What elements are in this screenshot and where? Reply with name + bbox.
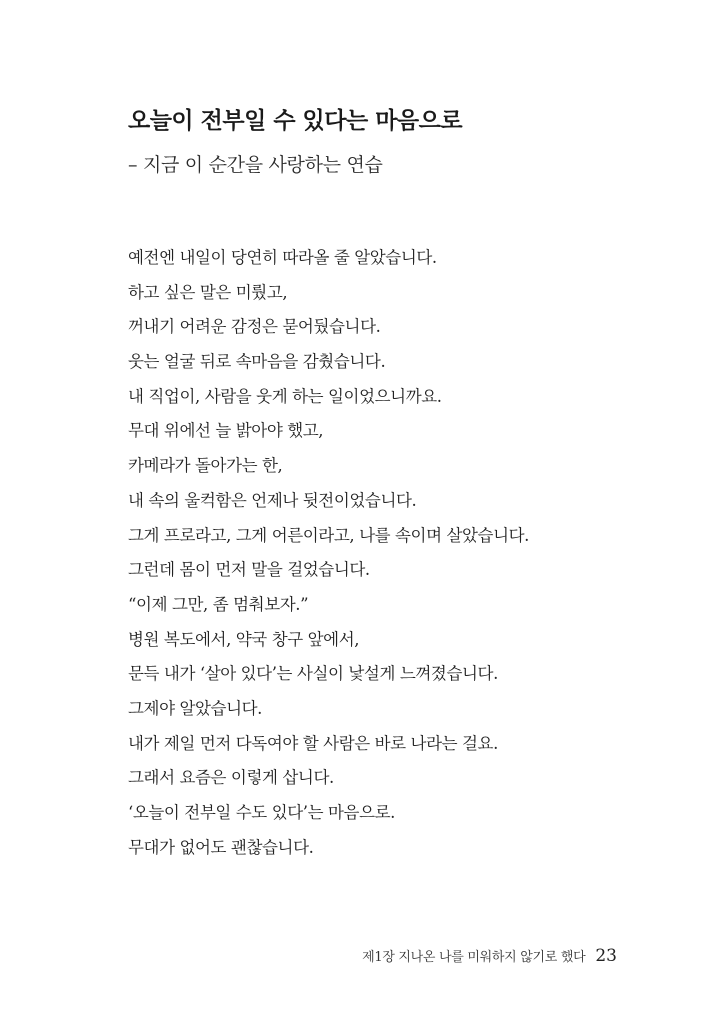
body-line: “이제 그만, 좀 멈춰보자.” bbox=[128, 594, 309, 614]
body-line: 내 직업이, 사람을 웃게 하는 일이었으니까요. bbox=[128, 386, 442, 406]
body-line: 무대 위에선 늘 밝아야 했고, bbox=[128, 421, 324, 441]
body-line: 그제야 알았습니다. bbox=[128, 698, 263, 718]
body-line: 예전엔 내일이 당연히 따라올 줄 알았습니다. bbox=[128, 248, 437, 267]
body-line: 카메라가 돌아가는 한, bbox=[128, 456, 283, 476]
page-subtitle: – 지금 이 순간을 사랑하는 연습 bbox=[128, 154, 383, 176]
body-text bbox=[128, 241, 688, 865]
page-title: 오늘이 전부일 수 있다는 마음으로 bbox=[128, 107, 463, 134]
page-footer bbox=[362, 946, 617, 966]
body-line: 그런데 몸이 먼저 말을 걸었습니다. bbox=[128, 560, 370, 580]
body-line: 꺼내기 어려운 감정은 묻어뒀습니다. bbox=[128, 317, 381, 337]
body-line: ‘오늘이 전부일 수도 있다’는 마음으로. bbox=[128, 803, 395, 822]
body-line: 하고 싶은 말은 미뤘고, bbox=[128, 282, 288, 302]
body-line: 내 속의 울컥함은 언제나 뒷전이었습니다. bbox=[128, 490, 417, 510]
body-line: 무대가 없어도 괜찮습니다. bbox=[128, 837, 314, 857]
body-line: 그래서 요즘은 이렇게 삽니다. bbox=[128, 768, 334, 788]
body-line: 문득 내가 ‘살아 있다’는 사실이 낯설게 느껴졌습니다. bbox=[128, 664, 498, 684]
running-footer-chapter: 제1장 지나온 나를 미워하지 않기로 했다 bbox=[362, 950, 586, 965]
page-number: 23 bbox=[595, 946, 617, 966]
body-line: 병원 복도에서, 약국 창구 앞에서, bbox=[128, 629, 360, 649]
body-line: 내가 제일 먼저 다독여야 할 사람은 바로 나라는 걸요. bbox=[128, 733, 498, 753]
body-line: 웃는 얼굴 뒤로 속마음을 감췄습니다. bbox=[128, 352, 386, 372]
body-line: 그게 프로라고, 그게 어른이라고, 나를 속이며 살았습니다. bbox=[128, 525, 530, 545]
